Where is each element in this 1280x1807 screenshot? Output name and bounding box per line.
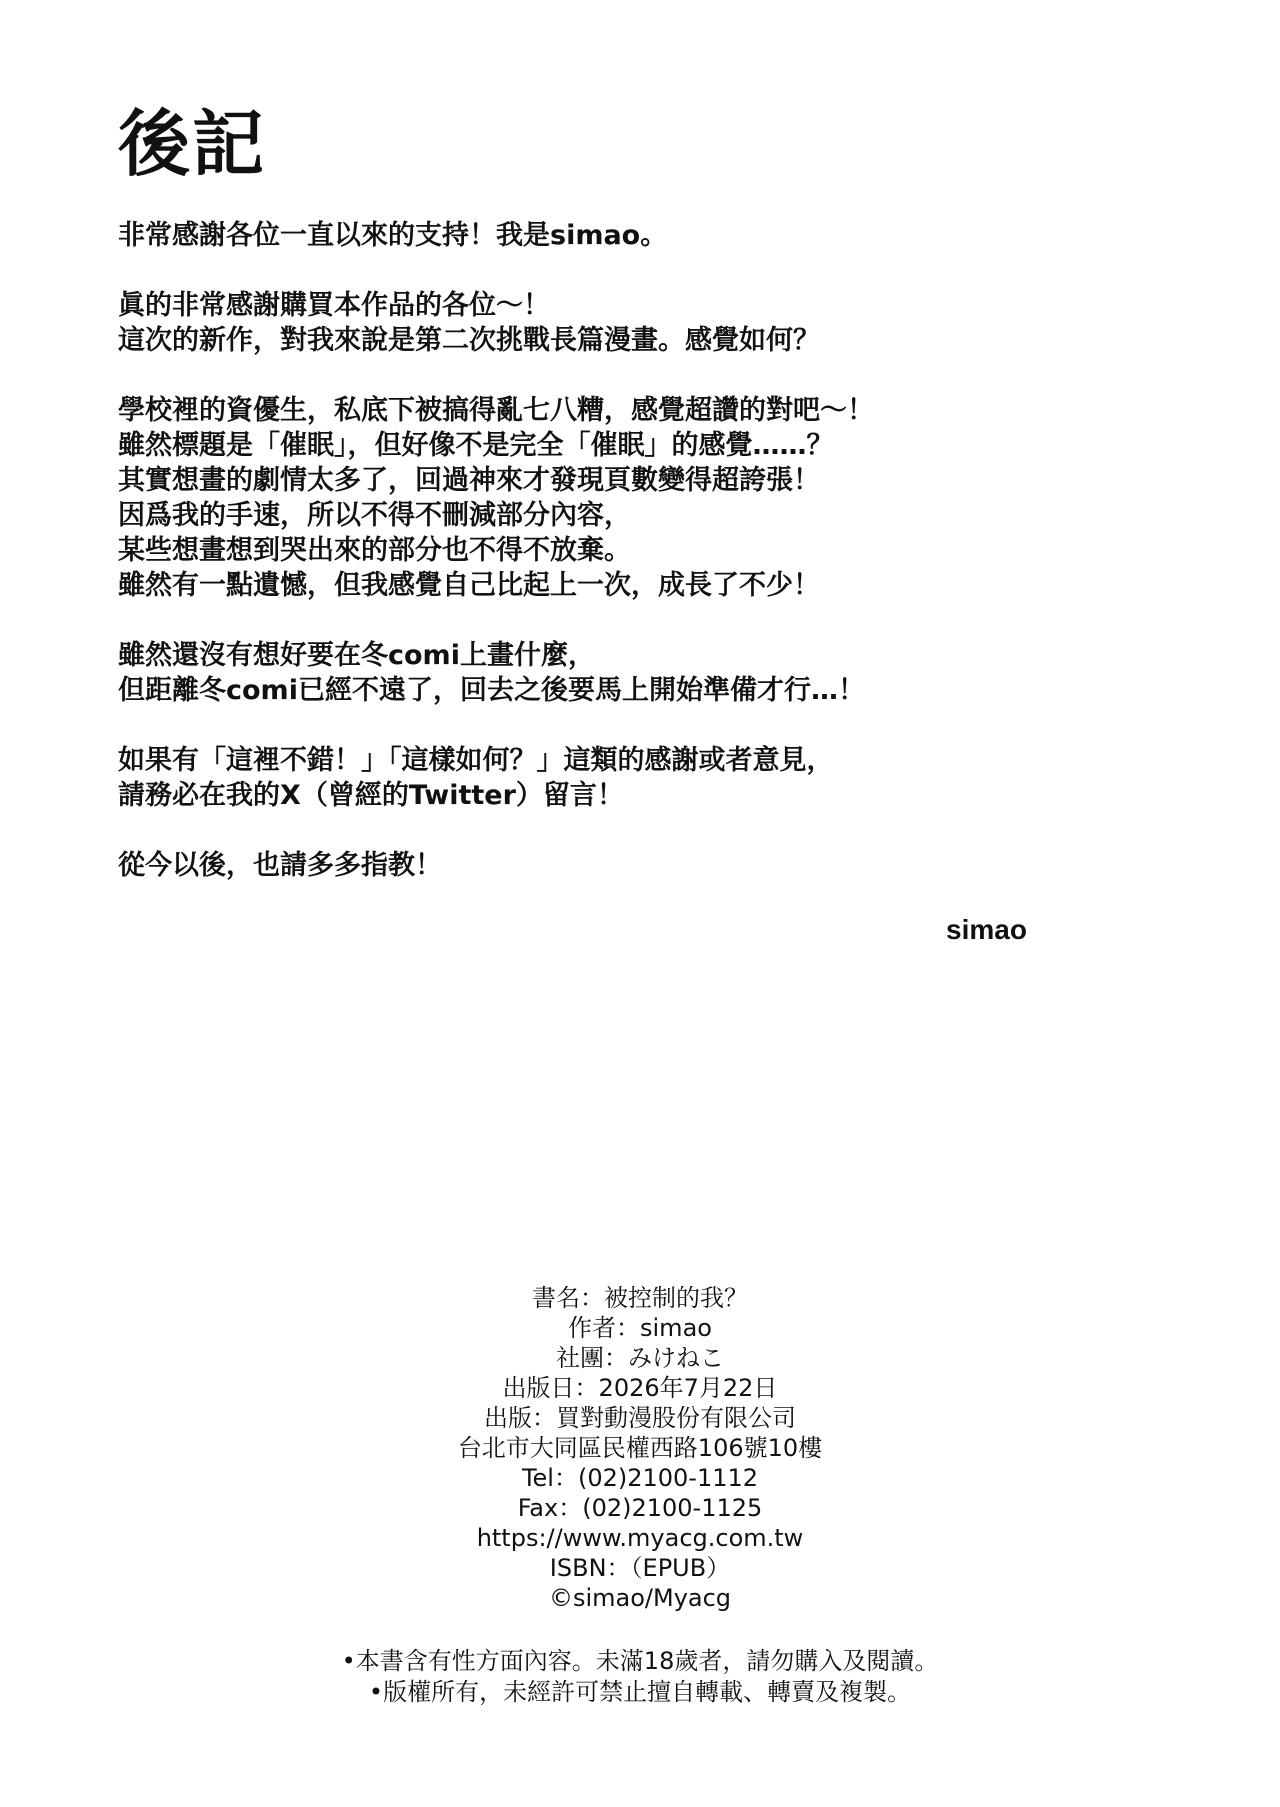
colophon-isbn: ISBN：（EPUB） <box>549 1554 731 1582</box>
notice-adult-content: •本書含有性方面內容。未滿18歲者，請勿購入及閱讀。 <box>341 1647 939 1675</box>
paragraph-thanks <box>118 288 1178 358</box>
text-line: 雖然標題是「催眠」，但好像不是完全「催眠」的感覺……？ <box>118 430 834 461</box>
colophon-book-title: 書名：被控制的我？ <box>532 1284 748 1312</box>
text-line: 從今以後，也請多多指教！ <box>118 850 442 881</box>
text-line: 請務必在我的X（曾經的Twitter）留言！ <box>118 780 624 811</box>
text-line: 如果有「這裡不錯！」「這樣如何？」這類的感謝或者意見， <box>118 745 834 776</box>
text-line: 某些想畫想到哭出來的部分也不得不放棄。 <box>118 535 631 566</box>
notice-copyright: •版權所有，未經許可禁止擅自轉載、轉賣及複製。 <box>368 1678 912 1706</box>
text-line: 雖然還沒有想好要在冬comi上畫什麼， <box>118 640 595 671</box>
legal-notices <box>0 1646 1280 1708</box>
colophon-address: 台北市大同區民權西路106號10樓 <box>457 1434 823 1462</box>
colophon-author: 作者：simao <box>568 1314 712 1342</box>
colophon <box>0 1283 1280 1613</box>
paragraph-story <box>118 393 1178 603</box>
paragraph-greeting <box>118 218 1178 253</box>
colophon-fax: Fax：(02)2100-1125 <box>517 1494 763 1522</box>
paragraph-closing <box>118 848 1178 883</box>
colophon-copyright: ©simao/Myacg <box>548 1584 732 1612</box>
text-line: 因爲我的手速，所以不得不刪減部分內容， <box>118 500 631 531</box>
page-title: 後記 <box>118 102 267 186</box>
text-line: 但距離冬comi已經不遠了，回去之後要馬上開始準備才行…！ <box>118 675 865 706</box>
afterword-body <box>118 218 1178 918</box>
text-line: 其實想畫的劇情太多了，回過神來才發現頁數變得超誇張！ <box>118 465 820 496</box>
author-signature: simao <box>946 914 1027 945</box>
paragraph-comi <box>118 638 1178 708</box>
text-line: 非常感謝各位一直以來的支持！我是simao。 <box>118 220 668 251</box>
colophon-publisher: 出版：買對動漫股份有限公司 <box>484 1404 796 1432</box>
text-line: 眞的非常感謝購買本作品的各位～！ <box>118 290 550 321</box>
colophon-circle: 社團：みけねこ <box>556 1344 724 1372</box>
colophon-website: https://www.myacg.com.tw <box>476 1524 804 1552</box>
text-line: 學校裡的資優生，私底下被搞得亂七八糟，感覺超讚的對吧～！ <box>118 395 874 426</box>
text-line: 這次的新作，對我來說是第二次挑戰長篇漫畫。感覺如何？ <box>118 325 820 356</box>
colophon-publish-date: 出版日：2026年7月22日 <box>502 1374 778 1402</box>
paragraph-feedback <box>118 743 1178 813</box>
colophon-tel: Tel：(02)2100-1112 <box>521 1464 759 1492</box>
text-line: 雖然有一點遺憾，但我感覺自己比起上一次，成長了不少！ <box>118 570 820 601</box>
